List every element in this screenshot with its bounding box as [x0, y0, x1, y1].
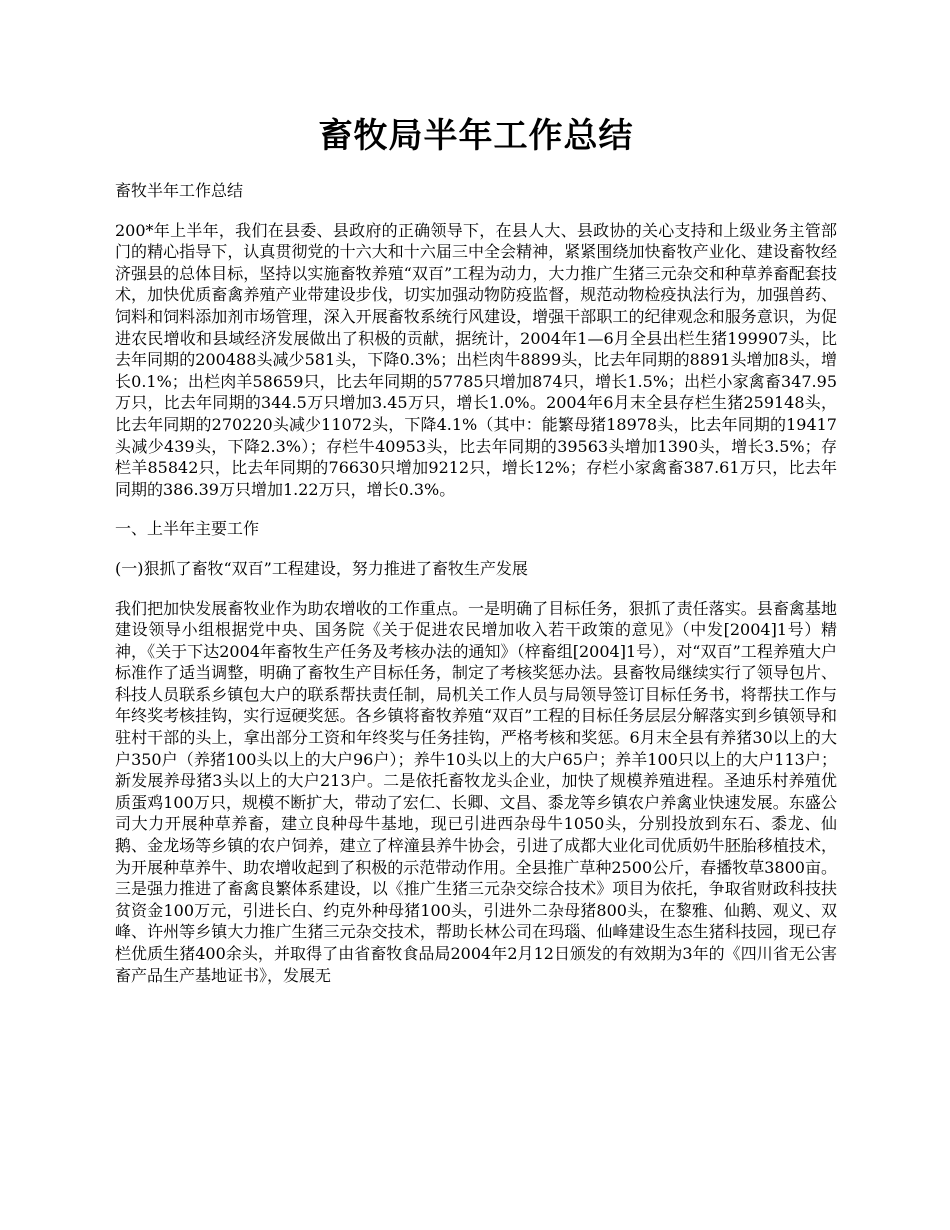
subsection-heading: (一)狠抓了畜牧“双百”工程建设，努力推进了畜牧生产发展 [115, 558, 528, 578]
section-heading: 一、上半年主要工作 [115, 519, 260, 539]
document-page [115, 110, 837, 1004]
body-paragraph: 我们把加快发展畜牧业作为助农增收的工作重点。一是明确了目标任务，狠抓了责任落实。县畜禽基地建设领导小组根据党中央、国务院《关于促进农民增加收入若干政策的意见》（中发[2004]1号）精神，《关于下达2004年畜牧生产任务及考核办法的通知》（梓畜组[2004]1号），对“双百”工程养殖大户标准作了适当调整，明确了畜牧生产目标任务，制定了考核奖惩办法。县畜牧局继续实行了领导包片、科技人员联系乡镇包大户的联系帮扶责任制，局机关工作人员与局领导签订目标任务书，将帮扶工作与年终奖考核挂钩，实行逗硬奖惩。各乡镇将畜牧养殖“双百”工程的目标任务层层分解落实到乡镇领导和驻村干部的头上，拿出部分工资和年终奖与任务挂钩，严格考核和奖惩。6月末全县有养猪30以上的大户350户（养猪100头以上的大户96户）；养牛10头以上的大户65户；养羊100只以上的大户113户；新发展养母猪3头以上的大户213户。二是依托畜牧龙头企业，加快了规模养殖进程。圣迪乐村养殖优质蛋鸡100万只，规模不断扩大，带动了宏仁、长卿、文昌、黍龙等乡镇农户养禽业快速发展。东盛公司大力开展种草养畜，建立良种母牛基地，现已引进西杂母牛1050头，分别投放到东石、黍龙、仙鹅、金龙场等乡镇的农户饲养，建立了梓潼县养牛协会，引进了成都大业化司优质奶牛胚胎移植技术，为开展种草养牛、助农增收起到了积极的示范带动作用。全县推广草种2500公斤，春播牧草3800亩。三是强力推进了畜禽良繁体系建设，以《推广生猪三元杂交综合技术》项目为依托，争取省财政科技扶贫资金100万元，引进长白、约克外种母猪100头，引进外二杂母猪800头，在黎雅、仙鹅、观义、双峰、许州等乡镇大力推广生猪三元杂交技术，帮助长林公司在玛瑙、仙峰建设生态生猪科技园，现已存栏优质生猪400余头，并取得了由省畜牧食品局2004年2月12日颁发的有效期为3年的《四川省无公害畜产品生产基地证书》，发展无 [115, 598, 837, 985]
document-subtitle: 畜牧半年工作总结 [115, 181, 244, 200]
document-title: 畜牧局半年工作总结 [318, 116, 634, 156]
intro-paragraph: 200*年上半年，我们在县委、县政府的正确领导下，在县人大、县政协的关心支持和上级业务主管部门的精心指导下，认真贯彻党的十六大和十六届三中全会精神，紧紧围绕加快畜牧产业化、建设畜牧经济强县的总体目标，坚持以实施畜牧养殖“双百”工程为动力，大力推广生猪三元杂交和种草养畜配套技术，加快优质畜禽养殖产业带建设步伐，切实加强动物防疫监督，规范动物检疫执法行为，加强兽药、饲料和饲料添加剂市场管理，深入开展畜牧系统行风建设，增强干部职工的纪律观念和服务意识，为促进农民增收和县域经济发展做出了积极的贡献，据统计，2004年1—6月全县出栏生猪199907头，比去年同期的200488头减少581头，下降0.3%；出栏肉牛8899头，比去年同期的8891头增加8头，增长0.1%；出栏肉羊58659只，比去年同期的57785只增加874只，增长1.5%；出栏小家禽畜347.95万只，比去年同期的344.5万只增加3.45万只，增长1.0%。2004年6月末全县存栏生猪259148头，比去年同期的270220头减少11072头，下降4.1%（其中：能繁母猪18978头，比去年同期的19417头减少439头，下降2.3%）；存栏牛40953头，比去年同期的39563头增加1390头，增长3.5%；存栏羊85842只，比去年同期的76630只增加9212只，增长12%；存栏小家禽畜387.61万只，比去年同期的386.39万只增加1.22万只，增长0.3%。 [115, 220, 837, 499]
